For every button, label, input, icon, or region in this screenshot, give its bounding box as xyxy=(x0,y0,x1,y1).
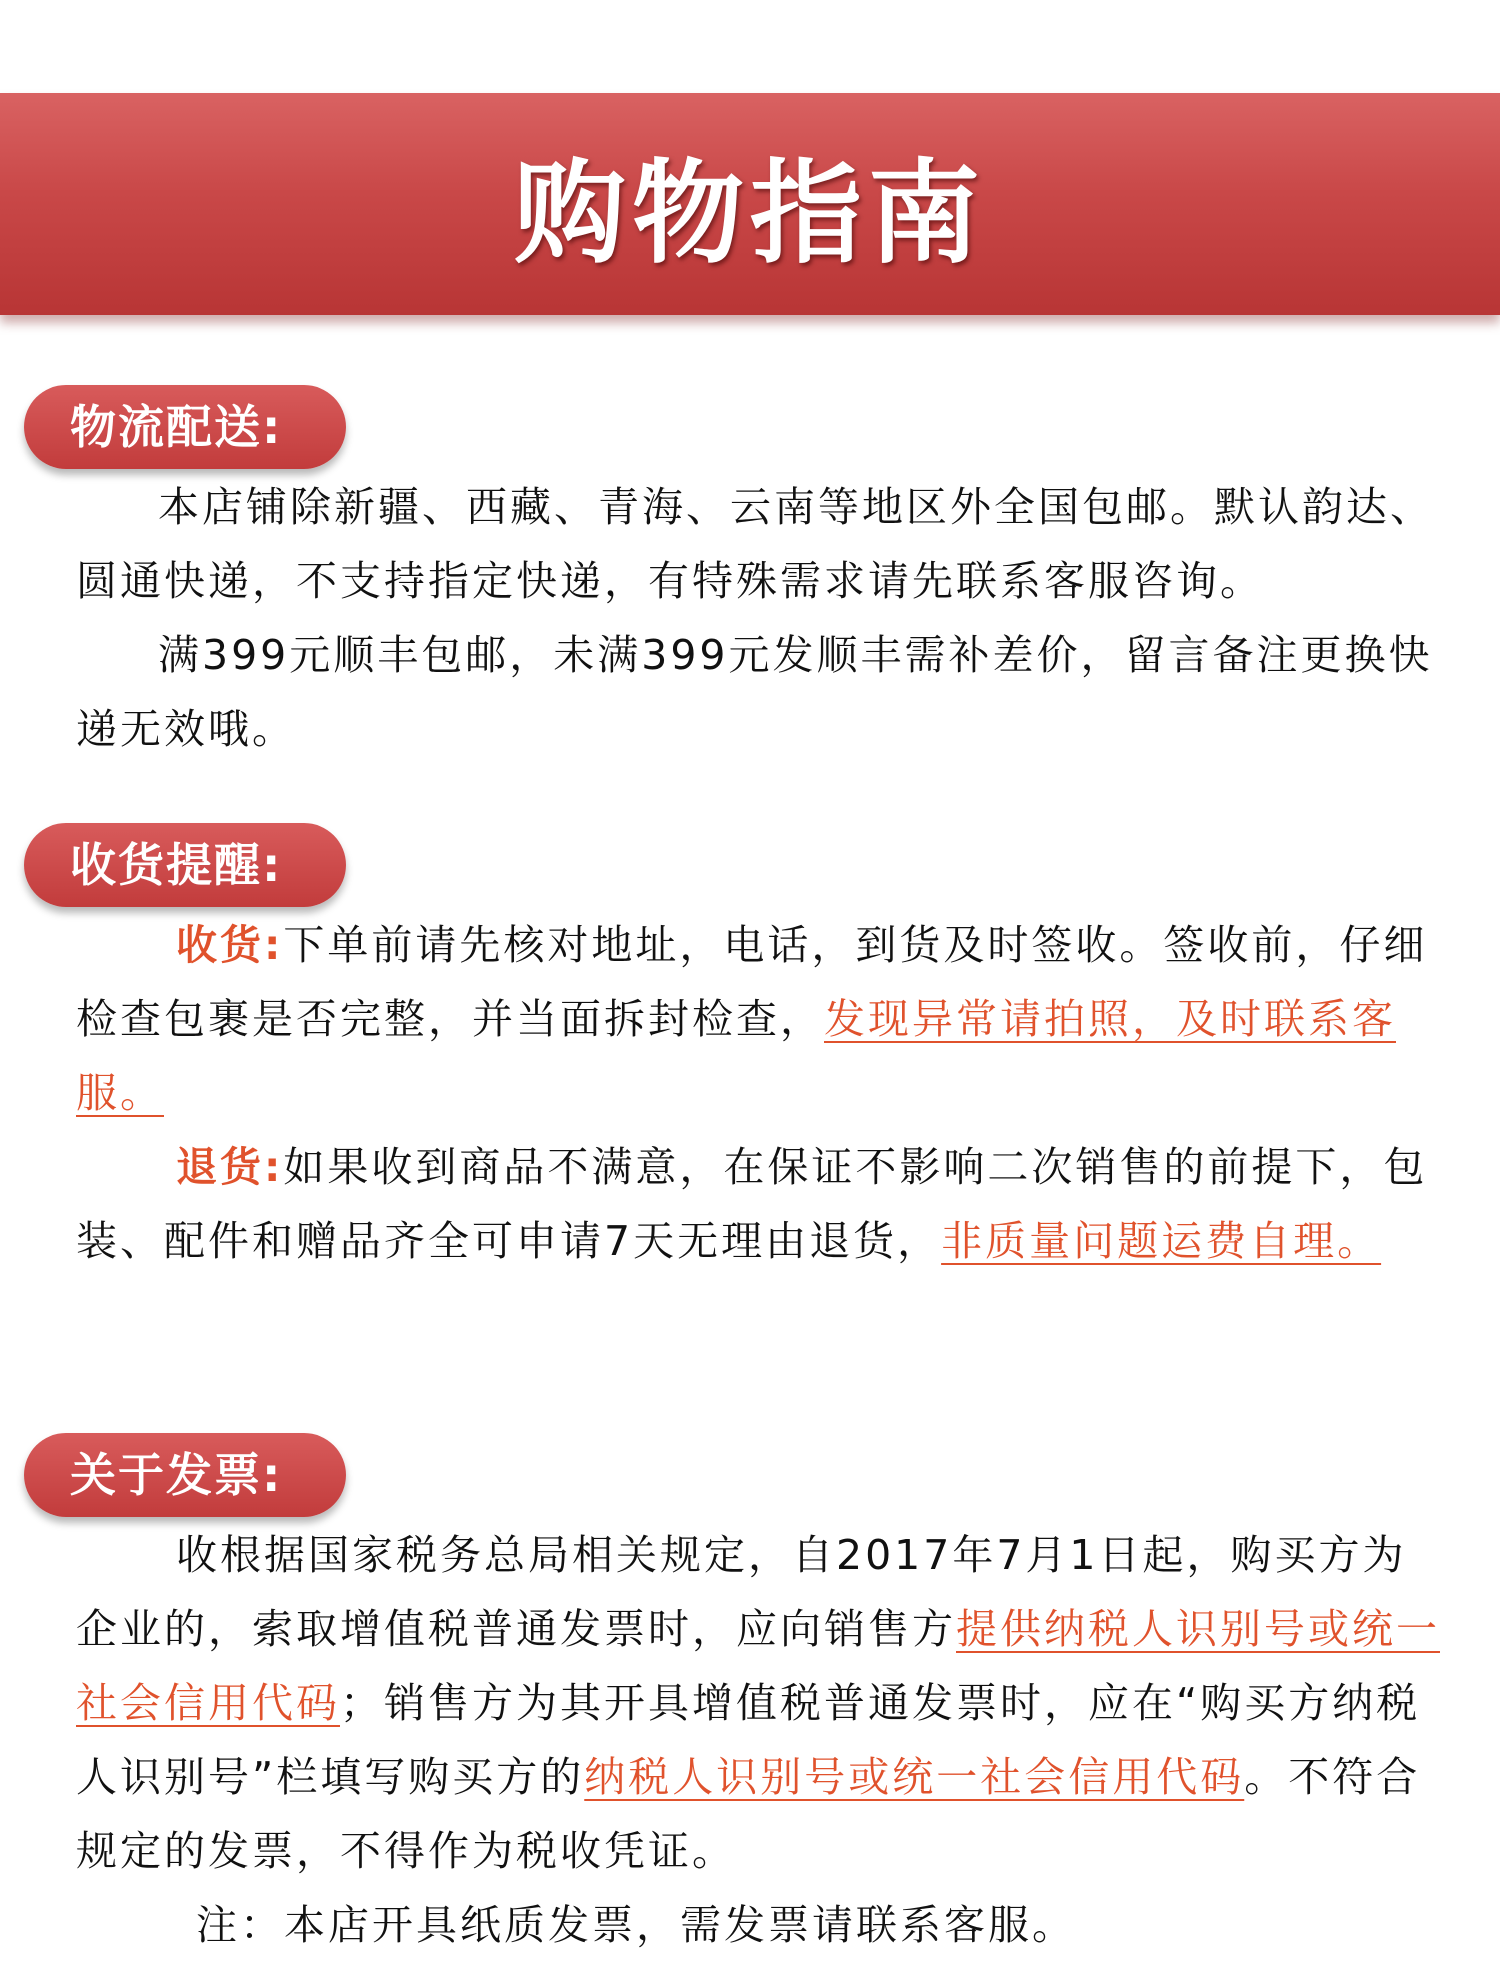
shipping-paragraph-1 xyxy=(76,470,1446,618)
shipping-text-2: 满399元顺丰包邮，未满399元发顺丰需补差价，留言备注更换快递无效哦。 xyxy=(76,631,1433,753)
shipping-section-tag: 物流配送: xyxy=(24,385,346,469)
invoice-text-1: 收根据国家税务总局相关规定，自2017年7月1日起，购买方为企业的，索取增值税普通发票时，应向销售方 xyxy=(76,1531,1407,1653)
invoice-text-3: 。不符合规定的发票，不得作为税收凭证。 xyxy=(76,1753,1421,1875)
shipping-paragraph-2 xyxy=(76,618,1446,766)
invoice-section-tag: 关于发票: xyxy=(24,1433,346,1517)
invoice-highlight-link-1: 提供纳税人识别号或统一社会信用代码 xyxy=(76,1605,1440,1727)
shipping-text-1: 本店铺除新疆、西藏、青海、云南等地区外全国包邮。默认韵达、圆通快递，不支持指定快递，有特殊需求请先联系客服咨询。 xyxy=(76,483,1434,605)
receive-highlight-link: 发现异常请拍照，及时联系客服。 xyxy=(76,995,1396,1117)
return-paragraph xyxy=(76,1130,1446,1278)
header-banner xyxy=(0,93,1500,315)
invoice-highlight-link-2: 纳税人识别号或统一社会信用代码 xyxy=(584,1753,1245,1801)
invoice-text-2: ；销售方为其开具增值税普通发票时，应在“购买方纳税人识别号”栏填写购买方的 xyxy=(76,1679,1421,1801)
receiving-section-tag: 收货提醒: xyxy=(24,823,346,907)
invoice-note: 注：本店开具纸质发票，需发票请联系客服。 xyxy=(196,1901,1076,1949)
receiving-paragraph xyxy=(76,908,1446,1130)
page-title: 购物指南 xyxy=(514,148,986,279)
receive-text: 下单前请先核对地址，电话，到货及时签收。签收前，仔细检查包裹是否完整，并当面拆封检查， xyxy=(76,921,1428,1043)
return-text: 如果收到商品不满意，在保证不影响二次销售的前提下，包装、配件和赠品齐全可申请7天无理由退货， xyxy=(76,1143,1428,1265)
return-highlight-link: 非质量问题运费自理。 xyxy=(941,1217,1382,1265)
receive-label: 收货: xyxy=(176,921,284,969)
invoice-paragraph xyxy=(76,1518,1446,1888)
return-label: 退货: xyxy=(176,1143,284,1191)
